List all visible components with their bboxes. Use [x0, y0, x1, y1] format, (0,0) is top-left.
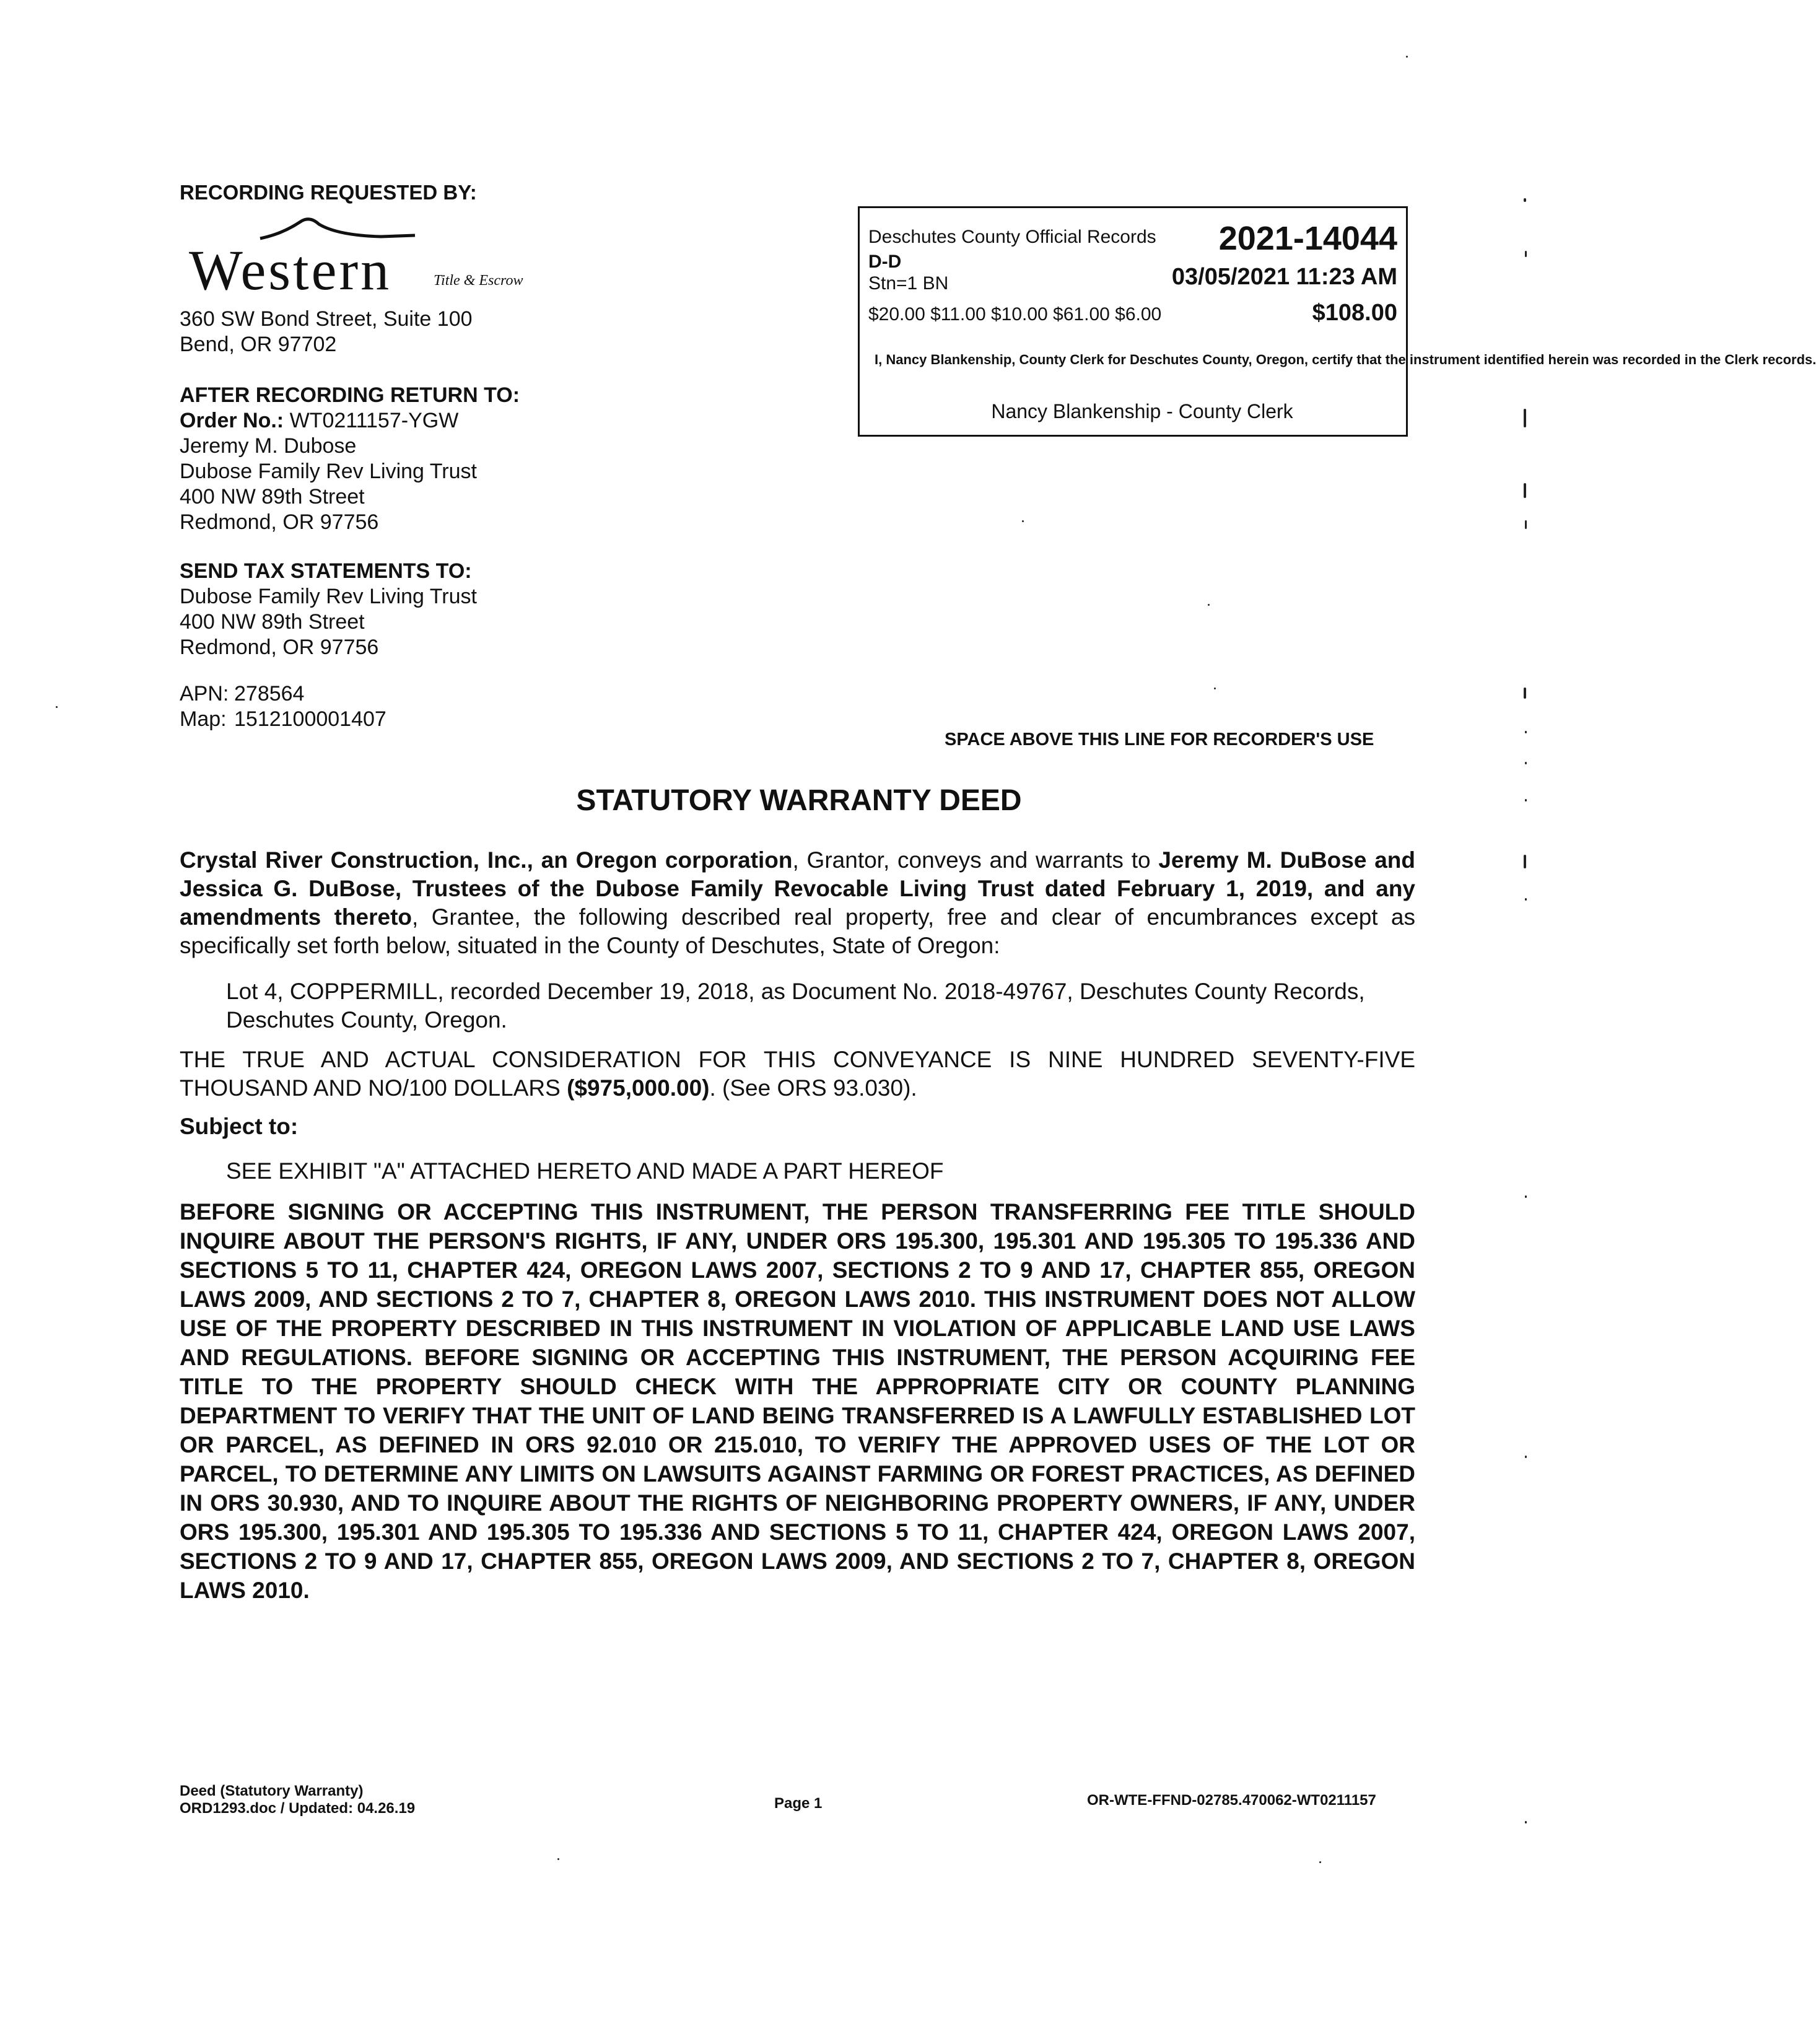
scan-speck [1406, 56, 1408, 58]
page-title: STATUTORY WARRANTY DEED [576, 784, 1022, 817]
return-line: Dubose Family Rev Living Trust [180, 460, 477, 483]
fee-breakdown: $20.00 $11.00 $10.00 $61.00 $6.00 [868, 304, 1162, 325]
order-number: WT0211157-YGW [289, 409, 459, 432]
scan-speck [557, 1858, 559, 1860]
consideration-text: . (See ORS 93.030). [709, 1075, 917, 1101]
scan-speck [1524, 409, 1526, 427]
recorder-stamp-box [858, 206, 1816, 437]
tax-statements-label: SEND TAX STATEMENTS TO: [180, 559, 472, 583]
order-label: Order No.: [180, 409, 284, 432]
scan-speck [1524, 198, 1526, 202]
recording-datetime: 03/05/2021 11:23 AM [1171, 264, 1397, 290]
scan-speck [1525, 731, 1527, 733]
subject-to-label: Subject to: [180, 1114, 299, 1139]
consideration-text: THE TRUE AND ACTUAL CONSIDERATION FOR THIS CONVEYANCE IS NINE HUNDRED SEVENTY-FIVE THOUSAND AND NO/100 DOLLARS [180, 1047, 1415, 1101]
scan-speck [1525, 1456, 1527, 1458]
document-type: D-D [868, 251, 902, 272]
logo-word: Western [189, 238, 392, 302]
after-recording-label: AFTER RECORDING RETURN TO: [180, 383, 520, 407]
apn-label: APN: [180, 682, 229, 705]
scan-speck [1214, 688, 1216, 689]
return-line: Jeremy M. Dubose [180, 434, 357, 458]
grantor-name: Crystal River Construction, Inc., an Oregon corporation [180, 847, 793, 873]
scan-speck [1524, 855, 1526, 868]
county-records-label: Deschutes County Official Records [868, 227, 1156, 247]
footer-form-info [180, 1783, 415, 1817]
tax-line: Redmond, OR 97756 [180, 635, 379, 659]
grantee-name: Jeremy M. DuBose and Jessica G. DuBose, Trustees of the Dubose Family Revocable Living Trust dated February 1, 2019, and any amendments thereto [180, 847, 1415, 930]
footer-form-ref: ORD1293.doc / Updated: 04.26.19 [180, 1800, 416, 1817]
scan-speck [1525, 762, 1527, 764]
return-line: 400 NW 89th Street [180, 485, 365, 509]
requester-address [180, 307, 473, 357]
clerk-certification: I, Nancy Blankenship, County Clerk for Deschutes County, Oregon, certify that the instrument identified herein was recorded in the Clerk records. [875, 352, 1816, 367]
map-value: 1512100001407 [234, 707, 386, 731]
scan-speck [1525, 1821, 1527, 1823]
logo-tagline: Title & Escrow [434, 273, 523, 289]
scan-speck [1525, 251, 1527, 257]
grant-text: , Grantor, conveys and warrants to [792, 847, 1159, 873]
fee-total: $108.00 [1312, 300, 1397, 326]
exhibit-reference: SEE EXHIBIT "A" ATTACHED HERETO AND MADE A PART HEREOF [226, 1158, 944, 1184]
scan-speck [1319, 1861, 1321, 1863]
address-line: Bend, OR 97702 [180, 333, 337, 356]
grant-paragraph [180, 846, 1415, 960]
recording-requested-label: RECORDING REQUESTED BY: [180, 181, 477, 204]
footer-form-name: Deed (Statutory Warranty) [180, 1783, 364, 1799]
map-label: Map: [180, 707, 227, 731]
scan-speck [56, 706, 58, 708]
consideration-paragraph [180, 1046, 1415, 1103]
address-line: 360 SW Bond Street, Suite 100 [180, 307, 473, 331]
scan-speck [1525, 1195, 1527, 1198]
file-reference: OR-WTE-FFND-02785.470062-WT0211157 [1087, 1792, 1376, 1809]
scan-speck [1022, 520, 1024, 522]
consideration-amount: ($975,000.00) [567, 1075, 710, 1101]
scan-speck [1525, 898, 1527, 901]
tax-line: 400 NW 89th Street [180, 610, 365, 634]
station: Stn=1 BN [868, 273, 949, 294]
document-number: 2021-14044 [1218, 220, 1397, 257]
parcel-ids [180, 681, 386, 732]
return-line: Redmond, OR 97756 [180, 510, 379, 534]
recorder-space-note: SPACE ABOVE THIS LINE FOR RECORDER'S USE [945, 730, 1374, 749]
legal-description: Lot 4, COPPERMILL, recorded December 19, 2018, as Document No. 2018-49767, Deschutes County Records, Deschutes County, Oregon. [226, 979, 1365, 1033]
statutory-warning: BEFORE SIGNING OR ACCEPTING THIS INSTRUMENT, THE PERSON TRANSFERRING FEE TITLE SHOULD INQUIRE ABOUT THE PERSON'S RIGHTS, IF ANY, UNDER ORS 195.300, 195.301 AND 195.305 TO 195.336 AND SECTIONS 5 TO 11, CHAPTER 424, OREGON LAWS 2007, SECTIONS 2 TO 9 AND 17, CHAPTER 855, OREGON LAWS 2009, AND SECTIONS 2 TO 7, CHAPTER 8, OREGON LAWS 2010. THIS INSTRUMENT DOES NOT ALLOW USE OF THE PROPERTY DESCRIBED IN THIS INSTRUMENT IN VIOLATION OF APPLICABLE LAND USE LAWS AND REGULATIONS. BEFORE SIGNING OR ACCEPTING THIS INSTRUMENT, THE PERSON ACQUIRING FEE TITLE TO THE PROPERTY SHOULD CHECK WITH THE APPROPRIATE CITY OR COUNTY PLANNING DEPARTMENT TO VERIFY THAT THE UNIT OF LAND BEING TRANSFERRED IS A LAWFULLY ESTABLISHED LOT OR PARCEL, AS DEFINED IN ORS 92.010 OR 215.010, TO VERIFY THE APPROVED USES OF THE LOT OR PARCEL, TO DETERMINE ANY LIMITS ON LAWSUITS AGAINST FARMING OR FOREST PRACTICES, AS DEFINED IN ORS 30.930, AND TO INQUIRE ABOUT THE RIGHTS OF NEIGHBORING PROPERTY OWNERS, IF ANY, UNDER ORS 195.300, 195.301 AND 195.305 TO 195.336 AND SECTIONS 5 TO 11, CHAPTER 424, OREGON LAWS 2007, SECTIONS 2 TO 9 AND 17, CHAPTER 855, OREGON LAWS 2009, AND SECTIONS 2 TO 7, CHAPTER 8, OREGON LAWS 2010. [180, 1199, 1415, 1603]
tax-line: Dubose Family Rev Living Trust [180, 585, 477, 608]
return-to-block [180, 383, 520, 535]
tax-statements-block [180, 559, 477, 660]
scan-speck [1525, 799, 1527, 801]
scan-speck [1524, 483, 1526, 498]
clerk-name: Nancy Blankenship - County Clerk [991, 400, 1293, 422]
page-number: Page 1 [774, 1795, 823, 1812]
scan-speck [1525, 520, 1527, 529]
western-title-logo [189, 211, 536, 304]
scan-speck [1208, 604, 1210, 606]
grant-text: , Grantee, the following described real property, free and clear of encumbrances except as specifically set forth below, situated in the County of Deschutes, State of Oregon: [180, 904, 1415, 958]
scan-speck [1524, 688, 1526, 699]
apn-value: 278564 [234, 682, 305, 705]
